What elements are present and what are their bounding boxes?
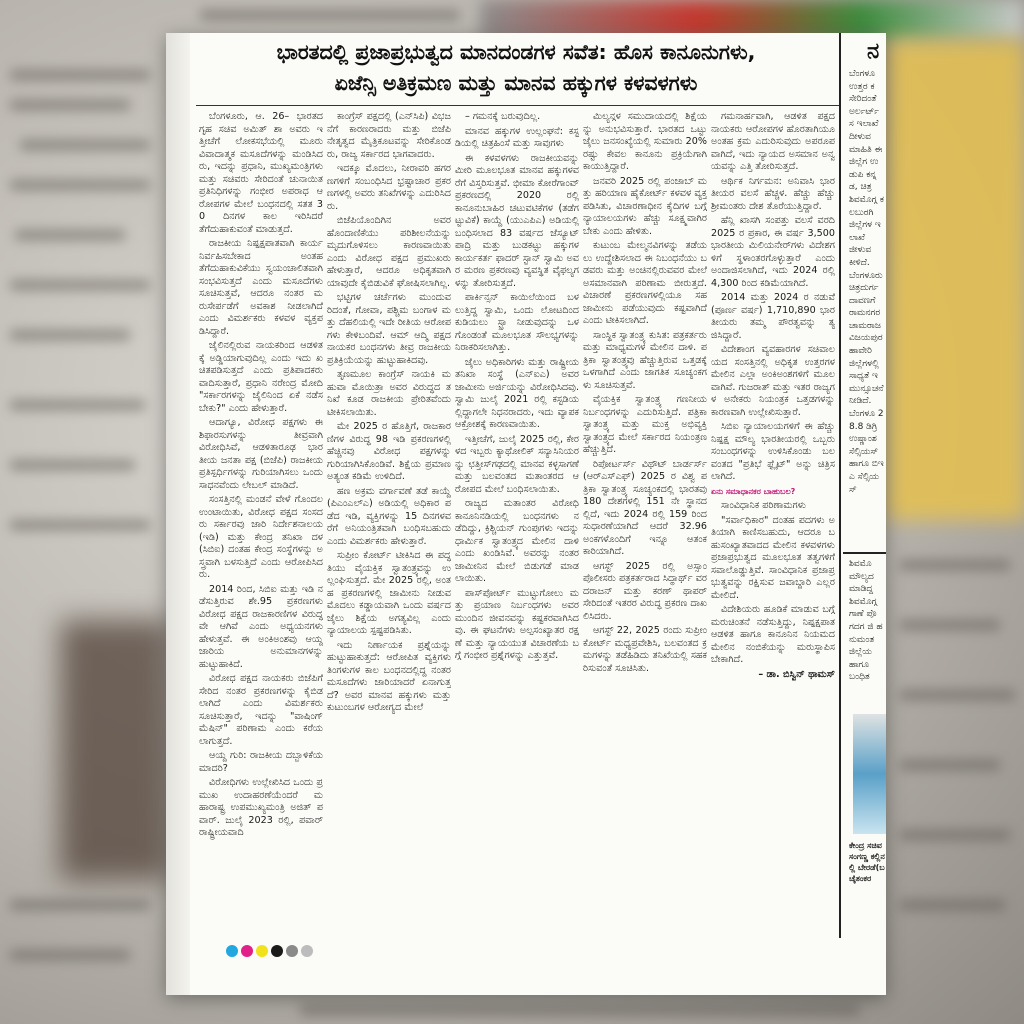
article-column-3 <box>455 111 579 943</box>
paragraph: ಆಗಸ್ಟ್ 22, 2025 ರಂದು ಸುಪ್ರೀಂ ಕೋರ್ಟ್ ಮಧ್ಯಪ್ರವೇಶಿಸಿ, ಬಲವಂತದ ಕ್ರಮಗಳನ್ನು ತಡೆಹಿಡಿದು ತನಿಖೆಯಲ್ಲಿ ಸಹಕರಿಸುವಂತೆ ಸೂಚಿಸಿತು. <box>583 625 707 674</box>
paragraph: ವಿರೋಧಿಗಳು ಉಲ್ಲೇಖಿಸಿದ ಒಂದು ಪ್ರಮುಖ ಉದಾಹರಣೆಯೆಂದರೆ ಮಹಾರಾಷ್ಟ್ರ ಉಪಮುಖ್ಯಮಂತ್ರಿ ಅಜಿತ್ ಪವಾರ್. ಜುಲೈ 2023 ರಲ್ಲಿ, ಪವಾರ್ ರಾಷ್ಟ್ರೀಯವಾದಿ <box>199 777 323 838</box>
article-column-1 <box>199 111 323 943</box>
paragraph: ಆಯ್ದ ಗುರಿ: ರಾಜಕೀಯ ದಬ್ಬಾಳಿಕೆಯ ಮಾದರಿ? <box>199 750 323 774</box>
paragraph: ರಿಪೋರ್ಟರ್ಸ್ ವಿಥೌಟ್ ಬಾರ್ಡರ್ಸ್ (ಆರ್‌ಎಸ್‌ಎಫ್) 2025 ರ ವಿಶ್ವ ಪತ್ರಿಕಾ ಸ್ವಾತಂತ್ರ್ಯ ಸೂಚ್ಯಂಕದಲ್ಲಿ ಭಾರತವು 180 ದೇಶಗಳಲ್ಲಿ 151 ನೇ ಸ್ಥಾನದಲ್ಲಿದೆ, ಇದು 2024 ರಲ್ಲಿ 159 ರಿಂದ ಸುಧಾರಣೆಯಾಗಿದೆ ಆದರೆ 32.96 ಅಂಕಗಳೊಂದಿಗೆ ಇನ್ನೂ ಆತಂಕಕಾರಿಯಾಗಿದೆ. <box>583 458 707 557</box>
paragraph: ಬೆಂಗಳೂರು, ಆ. 26– ಭಾರತದ ಗೃಹ ಸಚಿವ ಅಮಿತ್ ಶಾ ಅವರು ಇತ್ತೀಚೆಗೆ ಲೋಕಸಭೆಯಲ್ಲಿ ಮೂರು ವಿವಾದಾತ್ಮಕ ಮಸೂದೆಗಳನ್ನು ಮಂಡಿಸಿದರು, ಇದನ್ನು ಪ್ರಧಾನಿ, ಮುಖ್ಯಮಂತ್ರಿಗಳು ಮತ್ತು ಸಚಿವರು ಸೇರಿದಂತೆ ಚುನಾಯಿತ ಪ್ರತಿನಿಧಿಗಳನ್ನು ಗಂಭೀರ ಅಪರಾಧ ಆರೋಪಗಳ ಮೇಲೆ ಬಂಧನದಲ್ಲಿ ಸತತ 30 ದಿನಗಳ ಕಾಲ ಇರಿಸಿದರೆ ತೆಗೆದುಹಾಕುವಂತೆ ಮಾಡುತ್ತದೆ. <box>199 111 323 235</box>
adjacent-article-text: ಬೆಂಗಳೂ ಉತ್ತರ ಕ ಸೇರಿದಂತೆ ಅರ್ಲರ್ಟ್ ಸ ಇಲಾಖೆ ದೀಳುವ ಮಾಹಿತಿ ಈ ಜಿಲ್ಲೆಗ ಉಡುಪಿ ಕನ್ನಡ, ಚಿತ್ರ ಶಿವಮೊಗ್ಗ ಕಲಬುರಗಿ ಜಿಲ್ಲೆಗಳ ಇಲಾಖೆ ಜೀಳುವ ಕೀಳಿದೆ. ಬೆಂಗಳೂರು ಚಿತ್ರದುರ್ಗ ದಾವಣಗೆ ರಾಮನಗರ ಚಾಮರಾಜ ವಿಜಯಪುರ ಹಾವೇರಿ ಜಿಲ್ಲೆಗಳಲ್ಲಿ ಸಾಧ್ಯತೆ ಇ ಮುನ್ಸೂಚನೆ ನೀಡಿದೆ. ಬೆಂಗಳೂ 28.8 ಡಿಗ್ರಿ ಉಷ್ಣಾಂಶ ಸೆಲ್ಸಿಯಸ್ ಹಾಗೂ ಬಿಇಎ ಸೆಲ್ಸಿಯಸ್ <box>849 69 884 495</box>
paragraph: ಮೇ 2025 ರ ಹೊತ್ತಿಗೆ, ರಾಜಕಾರಣಿಗಳ ವಿರುದ್ಧ 98 ಇಡಿ ಪ್ರಕರಣಗಳಲ್ಲಿ ಹೆಚ್ಚಿನವು ವಿರೋಧ ಪಕ್ಷಗಳನ್ನು ಗುರಿಯಾಗಿಸಿಕೊಂಡಿವೆ. ಶಿಕ್ಷೆಯ ಪ್ರಮಾಣ ಅತ್ಯಂತ ಕಡಿಮೆ ಉಳಿದಿದೆ. <box>327 421 451 482</box>
paragraph: ಆರ್ಥಿಕ ನಿರ್ಗಮನ: ಅನಿವಾಸಿ ಭಾರತೀಯರ ವಲಸೆ ಹೆಚ್ಚಳ. ಹೆಚ್ಚು ಹೆಚ್ಚು ಶ್ರೀಮಂತರು ದೇಶ ತೊರೆಯುತ್ತಿದ್ದಾರೆ. <box>711 175 835 212</box>
paragraph: ರಾಜ್ಯದ ಮತಾಂತರ ವಿರೋಧಿ ಕಾನೂನಿನಡಿಯಲ್ಲಿ ಬಂಧನಗಳು ನಡೆದಿದ್ದು, ಕ್ರಿಶ್ಚಿಯನ್ ಗುಂಪುಗಳು ಇದನ್ನು ಧಾರ್ಮಿಕ ಸ್ವಾತಂತ್ರ್ಯದ ಮೇಲಿನ ದಾಳಿ ಎಂದು ಖಂಡಿಸಿವೆ. ಅವರನ್ನು ನಂತರ ಜಾಮೀನಿನ ಮೇಲೆ ಬಿಡುಗಡೆ ಮಾಡಲಾಯಿತು. <box>455 498 579 584</box>
adjacent-article-text-2: ಶಿವಮೊ ಮೌಲ್ಯದ ಮಾಡಿದ್ದ ಶಿವಮೊಗ್ಗ ಗಾಣೆ ಪೊ ಗದಗ ಜಿ ಹನುಮಂತ ಜಿಲ್ಲೆಯ ಹಾಗೂ ಬಂಧಿತ <box>849 559 883 683</box>
paragraph: ಹೆನ್ಲಿ ಖಾಸಗಿ ಸಂಪತ್ತು ವಲಸೆ ವರದಿ 2025 ರ ಪ್ರಕಾರ, ಈ ವರ್ಷ 3,500 ಭಾರತೀಯ ಮಿಲಿಯನೇರ್‌ಗಳು ವಿದೇಶಗಳಿಗೆ ಸ್ಥಳಾಂತರಗೊಳ್ಳುತ್ತಾರೆ ಎಂದು ಅಂದಾಜಿಸಲಾಗಿದೆ, ಇದು 2024 ರಲ್ಲಿ 4,300 ರಿಂದ ಕಡಿಮೆಯಾಗಿದೆ. <box>711 215 835 289</box>
paragraph: ಜನವರಿ 2025 ರಲ್ಲಿ ಪಂಜಾಬ್ ಮತ್ತು ಹರಿಯಾಣ ಹೈಕೋರ್ಟ್ ಕಳವಳ ವ್ಯಕ್ತಪಡಿಸಿತು, ವಿಚಾರಣಾಧೀನ ಕೈದಿಗಳ ಬಗ್ಗೆ ನ್ಯಾಯಾಲಯಗಳು ಹೆಚ್ಚು ಸೂಕ್ಷ್ಮವಾಗಿರಬೇಕು ಎಂದು ಹೇಳಿತು. <box>583 175 707 237</box>
headline-rule <box>196 105 839 106</box>
paragraph: ಗಮನಾರ್ಹವಾಗಿ, ಆಡಳಿತ ಪಕ್ಷದ ನಾಯಕರು ಆರೋಪಗಳ ಹೊರತಾಗಿಯೂ ಅಂತಹ ಕ್ರಮ ಎದುರಿಸುವುದು ಅಪರೂಪವಾಗಿದೆ, ಇದು ನ್ಯಾಯದ ಅಸಮಾನ ಅನ್ವಯವನ್ನು ಎತ್ತಿ ತೋರಿಸುತ್ತದೆ. <box>711 111 835 172</box>
paragraph: 2014 ರಿಂದ, ಸಿಬಿಐ ಮತ್ತು ಇಡಿ ನಡೆಸುತ್ತಿರುವ ಶೇ.95 ಪ್ರಕರಣಗಳು ವಿರೋಧ ಪಕ್ಷದ ರಾಜಕಾರಣಿಗಳ ವಿರುದ್ಧವೇ ಆಗಿವೆ ಎಂದು ಅಧ್ಯಯನಗಳು ಹೇಳುತ್ತವೆ. ಈ ಅಂಕಿಅಂಶವು ಆಯ್ದ ಜಾರಿಯ ಅನುಮಾನಗಳನ್ನು ಹುಟ್ಟುಹಾಕಿದೆ. <box>199 583 323 670</box>
paragraph: ಪಾಸ್‌ಪೋರ್ಟ್ ಮುಟ್ಟುಗೋಲು ಮತ್ತು ಪ್ರಯಾಣ ನಿರ್ಬಂಧಗಳು ಅವರ ಮುಂದಿನ ಜೀವನವನ್ನು ಕಷ್ಟಕರವಾಗಿಸಿದವು. ಈ ಘಟನೆಗಳು ಅಲ್ಪಸಂಖ್ಯಾತರ ರಕ್ಷಣೆ ಮತ್ತು ನ್ಯಾಯಯುತ ವಿಚಾರಣೆಯ ಬಗ್ಗೆ ಗಂಭೀರ ಪ್ರಶ್ನೆಗಳನ್ನು ಎತ್ತುತ್ತವೆ. <box>455 587 579 661</box>
adjacent-headline-fragment: ನ <box>867 39 880 64</box>
paragraph: ಕಾಂಗ್ರೆಸ್ ಪಕ್ಷದಲ್ಲಿ (ಎನ್‌ಸಿಪಿ) ವಿಭಜನೆಗೆ ಕಾರಣರಾದರು ಮತ್ತು ಬಿಜೆಪಿ ನೇತೃತ್ವದ ಮೈತ್ರಿಕೂಟವನ್ನು ಸೇರಿಕೊಂಡರು, ರಾಜ್ಯ ಸರ್ಕಾರದ ಭಾಗವಾದರು. <box>327 111 451 160</box>
paragraph: ಇದು ನಿರ್ಣಾಯಕ ಪ್ರಶ್ನೆಯನ್ನು ಹುಟ್ಟುಹಾಕುತ್ತದೆ: ಆರೋಪಿತ ವ್ಯಕ್ತಿಗಳು ತಿಂಗಳುಗಳ ಕಾಲ ಬಂಧನದಲ್ಲಿದ್ದ ನಂತರ ಮಸೂದೆಗಳು ಜಾರಿಯಾದರೆ ಏನಾಗುತ್ತದೆ? ಅವರ ಮಾನವ ಹಕ್ಕುಗಳು ಮತ್ತು ಕುಟುಂಬಗಳ ಆರೋಗ್ಯದ ಮೇಲೆ <box>327 639 451 713</box>
paragraph: ಸುಪ್ರೀಂ ಕೋರ್ಟ್ ಟೀಕಿಸಿದ ಈ ಪದ್ಧತಿಯು ವೈಯಕ್ತಿಕ ಸ್ವಾತಂತ್ರ್ಯವನ್ನು ಉಲ್ಲಂಘಿಸುತ್ತದೆ. ಮೇ 2025 ರಲ್ಲಿ, ಅಂತಹ ಪ್ರಕರಣಗಳಲ್ಲಿ ಜಾಮೀನು ನೀಡುವ ಮೊದಲು ಕಡ್ಡಾಯವಾಗಿ ಒಂದು ವರ್ಷದ ಜೈಲು ಶಿಕ್ಷೆಯ ಅಗತ್ಯವಿಲ್ಲ ಎಂದು ನ್ಯಾಯಾಲಯ ಸ್ಪಷ್ಟಪಡಿಸಿತು. <box>327 550 451 636</box>
paragraph: ಆಗಸ್ಟ್ 2025 ರಲ್ಲಿ ಅಸ್ಸಾಂ ಪೊಲೀಸರು ಪತ್ರಕರ್ತರಾದ ಸಿದ್ಧಾರ್ಥ್ ವರದರಾಜನ್ ಮತ್ತು ಕರಣ್ ಥಾಪರ್ ಸೇರಿದಂತೆ ಇತರರ ವಿರುದ್ಧ ಪ್ರಕರಣ ದಾಖಲಿಸಿದರು. <box>583 560 707 622</box>
grey-dot <box>286 945 298 957</box>
headline-line-2: ಏಜೆನ್ಸಿ ಅತಿಕ್ರಮಣ ಮತ್ತು ಮಾನವ ಹಕ್ಕುಗಳ ಕಳವಳಗಳು <box>334 71 698 95</box>
article-body <box>199 111 835 943</box>
paragraph: ಸಾಂಸ್ಥಿಕ ಸ್ವಾತಂತ್ರ್ಯ ಕುಸಿತ: ಪತ್ರಕರ್ತರು ಮತ್ತು ಮಾಧ್ಯಮಗಳ ಮೇಲಿನ ದಾಳಿ. ಪತ್ರಿಕಾ ಸ್ವಾತಂತ್ರ್ಯವು ಹೆಚ್ಚುತ್ತಿರುವ ಒತ್ತಡಕ್ಕೆ ಒಳಗಾಗಿದೆ ಎಂದು ಜಾಗತಿಕ ಸೂಚ್ಯಂಕಗಳು ಸೂಚಿಸುತ್ತವೆ. <box>583 329 707 391</box>
article-headline <box>196 37 836 99</box>
paragraph: ಸಂಸತ್ತಿನಲ್ಲಿ ಮಂಡನೆ ವೇಳೆ ಗೊಂದಲ ಉಂಟಾಯಿತು, ವಿರೋಧ ಪಕ್ಷದ ಸಂಸದರು ಸರ್ಕಾರವು ಜಾರಿ ನಿರ್ದೇಶನಾಲಯ (ಇಡಿ) ಮತ್ತು ಕೇಂದ್ರ ತನಿಖಾ ದಳ (ಸಿಬಿಐ) ದಂತಹ ಕೇಂದ್ರ ಸಂಸ್ಥೆಗಳನ್ನು ಅಸ್ತ್ರವಾಗಿ ಬಳಸುತ್ತಿದೆ ಎಂದು ಆರೋಪಿಸಿದರು. <box>199 494 323 580</box>
paragraph: – ಗಮನಕ್ಕೆ ಬರುವುದಿಲ್ಲ. <box>465 111 541 122</box>
paragraph: ಸಿಬಿಐ ನ್ಯಾಯಾಲಯಗಳಿಗೆ ಈ ಹೆಚ್ಚು ನಿಷ್ಪಕ್ಷ ಮೌಲ್ಯ ಭಾರತೀಯರಲ್ಲಿ ಒಬ್ಬರು ಸಂಬಂಧಗಳನ್ನು ಉಳಿಸಿಕೊಂಡು ಬಲವಂತದ "ಪ್ರತಿಭೆ ಫ್ಲೈಟ್" ಅನ್ನು ಚಿತ್ರಿಸಲಾಗಿದೆ. <box>711 421 835 482</box>
paragraph: ಪಾರ್ಕಿನ್ಸನ್ ಕಾಯಿಲೆಯಿಂದ ಬಳಲುತ್ತಿದ್ದ ಸ್ವಾಮಿ, ಒಂದು ಲೋಟದಿಂದ ಕುಡಿಯಲು ಸ್ಟ್ರಾ ನೀಡುವುದನ್ನು ಒಳಗೊಂಡಂತೆ ಮೂಲಭೂತ ಸೌಲಭ್ಯಗಳನ್ನು ನಿರಾಕರಿಸಲಾಗಿತ್ತು. <box>455 292 579 353</box>
paragraph: ಕುಟುಂಬ ಮೇಲ್ಮನವಿಗಳನ್ನು ತಡೆಯಲು ಉದ್ದೇಶಿಸಲಾದ ಈ ನಿಬಂಧನೆಯು ಬಡವರು ಮತ್ತು ಅಂಚಿನಲ್ಲಿರುವವರ ಮೇಲೆ ಅಸಮಾನವಾಗಿ ಪರಿಣಾಮ ಬೀರುತ್ತದೆ. ವಿಚಾರಣೆ ಪ್ರಕರಣಗಳಲ್ಲಿಯೂ ಸಹ ಜಾಮೀನು ಪಡೆಯುವುದು ಕಷ್ಟವಾಗಿದೆ ಎಂದು ಟೀಕಿಸಲಾಗಿದೆ. <box>583 240 707 326</box>
column-divider-rule <box>839 33 841 938</box>
article-byline: – ಡಾ. ಬಿಸ್ವಿನ್ ಥಾಮಸ್ <box>758 668 835 680</box>
paragraph: ಇದಕ್ಕೂ ಮೊದಲು, ನೀರಾವರಿ ಹಗರಣಗಳಿಗೆ ಸಂಬಂಧಿಸಿದ ಭ್ರಷ್ಟಾಚಾರ ಪ್ರಕರಣಗಳಲ್ಲಿ ಅವರು ತನಿಖೆಗಳನ್ನು ಎದುರಿಸಿದರು. <box>327 163 451 212</box>
paragraph: "ಸರ್ವಾಧಿಕಾರ" ದಂತಹ ಪದಗಳು ಅತಿಯಾಗಿ ಕಾಣಿಸಬಹುದು, ಆದರೂ ಬಹುಸಂಖ್ಯಾತವಾದದ ಮೇಲಿನ ಕಳವಳಗಳು ಪ್ರಜಾಪ್ರಭುತ್ವದ ಮೂಲಭೂತ ತತ್ವಗಳಿಗೆ ಸವಾಲೊಡ್ಡುತ್ತಿವೆ. ಸಾಂವಿಧಾನಿಕ ಪ್ರಜಾಪ್ರಭುತ್ವವನ್ನು ರಕ್ಷಿಸುವ ಜವಾಬ್ದಾರಿ ಎಲ್ಲರ ಮೇಲಿದೆ. <box>711 514 835 601</box>
light-grey-dot <box>301 945 313 957</box>
yellow-dot <box>256 945 268 957</box>
magenta-dot <box>241 945 253 957</box>
paragraph: ವಿದೇಶಾಂಗ ವ್ಯವಹಾರಗಳ ಸಚಿವಾಲಯದ ಸಂಸತ್ತಿನಲ್ಲಿ ಅಧಿಕೃತ ಉತ್ತರಗಳ ಮೇಲಿನ ಎಲ್ಲಾ ಅಂಕಿಅಂಶಗಳಿಗೆ ಮೂಲವಾಗಿವೆ. ಗುಜರಾತ್ ಮತ್ತು ಇತರ ರಾಜ್ಯಗಳ ಅನೇಕರು ನಿಯಂತ್ರಕ ಒತ್ತಡಗಳನ್ನು ಕಾರಣವಾಗಿ ಉಲ್ಲೇಖಿಸುತ್ತಾರೆ. <box>711 344 835 418</box>
black-dot <box>271 945 283 957</box>
paragraph: ಸಾಂವಿಧಾನಿಕ ಪರಿಣಾಮಗಳು <box>721 500 806 511</box>
paragraph: ಆದಾಗ್ಯೂ, ವಿರೋಧ ಪಕ್ಷಗಳು ಈ ಶಿಫಾರಸುಗಳನ್ನು ತೀವ್ರವಾಗಿ ವಿರೋಧಿಸಿವೆ, ಆಡಳಿತಾರೂಢ ಭಾರತೀಯ ಜನತಾ ಪಕ್ಷ (ಬಿಜೆಪಿ) ರಾಜಕೀಯ ಪ್ರತಿಸ್ಪರ್ಧಿಗಳನ್ನು ಗುರಿಯಾಗಿಸಲು ಒಂದು ಸಾಧನವೆಂದು ಲೇಬಲ್ ಮಾಡಿದೆ. <box>199 417 323 491</box>
paragraph: ಭಟ್ಟಿಗಳ ಚರ್ಚೆಗಳು ಮುಂದುವರಿದಂತೆ, ಗೋವಾ, ಪಶ್ಚಿಮ ಬಂಗಾಳ ಮತ್ತು ದೆಹಲಿಯಲ್ಲಿ ಇದೇ ರೀತಿಯ ಆರೋಪಗಳು ಕೇಳಿಬಂದಿವೆ. ಆಮ್ ಆದ್ಮಿ ಪಕ್ಷದ ನಾಯಕರ ಬಂಧನಗಳು ತೀವ್ರ ರಾಜಕೀಯ ಪ್ರತಿಕ್ರಿಯೆಯನ್ನು ಹುಟ್ಟುಹಾಕಿದವು. <box>327 292 451 366</box>
paragraph: 2014 ಮತ್ತು 2024 ರ ನಡುವೆ (ಪೂರ್ಣ ವರ್ಷ) 1,710,890 ಭಾರತೀಯರು ತಮ್ಮ ಪೌರತ್ವವನ್ನು ತ್ಯಜಿಸಿದ್ದಾರೆ. <box>711 292 835 341</box>
paragraph: ಜೈಲಿನಲ್ಲಿರುವ ನಾಯಕರಿಂದ ಆಡಳಿತಕ್ಕೆ ಅಡ್ಡಿಯಾಗುವುದಿಲ್ಲ ಎಂದು ಇದು ಖಚಿತಪಡಿಸುತ್ತದೆ ಎಂದು ಪ್ರತಿಪಾದಕರು ವಾದಿಸುತ್ತಾರೆ, ಪ್ರಧಾನಿ ನರೇಂದ್ರ ಮೋದಿ "ಸರ್ಕಾರಗಳನ್ನು ಜೈಲಿನಿಂದ ಏಕೆ ನಡೆಸಬೇಕು?" ಎಂದು ಹೇಳುತ್ತಾರೆ. <box>199 340 323 414</box>
paragraph: ವಿದೇಶಿಯರು ಹೂಡಿಕೆ ಮಾಡುವ ಬಗ್ಗೆ ಮರುಚಿಂತನೆ ನಡೆಸುತ್ತಿದ್ದು, ನಿಷ್ಪಕ್ಷಪಾತ ಆಡಳಿತ ಹಾಗೂ ಕಾನೂನಿನ ನಿಯಮದ ಮೇಲಿನ ನಂಬಿಕೆಯನ್ನು ಮರುಸ್ಥಾಪಿಸಬೇಕಾಗಿದೆ. <box>711 604 835 665</box>
article-column-4 <box>583 111 707 943</box>
paragraph: ಈ ಕಳವಳಗಳು ರಾಜಕೀಯವನ್ನು ಮೀರಿ ಮೂಲಭೂತ ಮಾನವ ಹಕ್ಕುಗಳವರೆಗೆ ವಿಸ್ತರಿಸುತ್ತವೆ. ಭೀಮಾ ಕೋರೆಗಾಂವ್ ಪ್ರಕರಣದಲ್ಲಿ 2020 ರಲ್ಲಿ ಕಾನೂನುಬಾಹಿರ ಚಟುವಟಿಕೆಗಳ (ತಡೆಗಟ್ಟುವಿಕೆ) ಕಾಯ್ದೆ (ಯುಎಪಿಎ) ಅಡಿಯಲ್ಲಿ ಬಂಧಿಸಲಾದ 83 ವರ್ಷದ ಜೆಸ್ಯೂಟ್ ಪಾದ್ರಿ ಮತ್ತು ಬುಡಕಟ್ಟು ಹಕ್ಕುಗಳ ಕಾರ್ಯಕರ್ತ ಫಾದರ್ ಸ್ಟಾನ್ ಸ್ವಾಮಿ ಅವರ ಮರಣ ಪ್ರಕರಣವು ವ್ಯವಸ್ಥಿತ ವೈಫಲ್ಯಗಳನ್ನು ತೋರಿಸುತ್ತದೆ. <box>455 152 579 289</box>
section-subheading: ಏನು ಸಮಾಧಾನಕರ ಬಾಹುಬಲ? <box>711 486 796 496</box>
cmyk-registration-marks <box>226 945 313 957</box>
paragraph: ವಿರೋಧ ಪಕ್ಷದ ನಾಯಕರು ಬಿಜೆಪಿಗೆ ಸೇರಿದ ನಂತರ ಪ್ರಕರಣಗಳನ್ನು ಕೈಬಿಡಲಾಗಿದೆ ಎಂದು ವಿಮರ್ಶಕರು ಸೂಚಿಸುತ್ತಾರೆ, ಇದನ್ನು "ವಾಷಿಂಗ್ ಮೆಷಿನ್" ಪರಿಣಾಮ ಎಂದು ಕರೆಯಲಾಗುತ್ತದೆ. <box>199 673 323 747</box>
page-left-margin <box>166 33 190 995</box>
paragraph: ಮಿಲ್ಯನ್ಗಳ ಸಮುದಾಯದಲ್ಲಿ ಶಿಕ್ಷೆಯನ್ನು ಅನುಭವಿಸುತ್ತಾರೆ. ಭಾರತದ ಒಟ್ಟು ಜೈಲು ಜನಸಂಖ್ಯೆಯಲ್ಲಿ ಸುಮಾರು 20% ರಷ್ಟು ಕೇವಲ ಕಾನೂನು ಪ್ರಕ್ರಿಯೆಗಾಗಿ ಕಾಯುತ್ತಿದ್ದಾರೆ. <box>583 111 707 172</box>
paragraph: ಇತ್ತೀಚೆಗೆ, ಜುಲೈ 2025 ರಲ್ಲಿ, ಕೇರಳದ ಇಬ್ಬರು ಕ್ಯಾಥೋಲಿಕ್ ಸನ್ಯಾಸಿನಿಯರನ್ನು ಛತ್ತೀಸ್‌ಗಢದಲ್ಲಿ ಮಾನವ ಕಳ್ಳಸಾಗಣೆ ಮತ್ತು ಬಲವಂತದ ಮತಾಂತರದ ಆರೋಪದ ಮೇಲೆ ಬಂಧಿಸಲಾಯಿತು. <box>455 433 579 495</box>
paragraph: ಬಿಜೆಪಿಯೊಂದಿಗಿನ ಅವರ ಹೊಂದಾಣಿಕೆಯು ಪರಿಶೀಲನೆಯನ್ನು ಮೃದುಗೊಳಿಸಲು ಕಾರಣವಾಯಿತು ಎಂದು ವಿರೋಧ ಪಕ್ಷದ ಪ್ರಮುಖರು ಹೇಳುತ್ತಾರೆ, ಆದರೂ ಅಧಿಕೃತವಾಗಿ ಯಾವುದೇ ಕೈಬಿಡುವಿಕೆ ಘೋಷಿಸಲಾಗಿಲ್ಲ. <box>327 215 451 289</box>
adjacent-photo <box>853 714 886 834</box>
article-column-5 <box>711 111 835 943</box>
paragraph: ವೈಯಕ್ತಿಕ ಸ್ವಾತಂತ್ರ್ಯ ಗಣನೀಯ ನಿರ್ಬಂಧಗಳನ್ನು ಎದುರಿಸುತ್ತಿದೆ. ಪತ್ರಿಕಾ ಸ್ವಾತಂತ್ರ್ಯ ಮತ್ತು ಮುಕ್ತ ಅಭಿವ್ಯಕ್ತಿ ಸ್ವಾತಂತ್ರ್ಯದ ಮೇಲೆ ಸರ್ಕಾರದ ನಿಯಂತ್ರಣ ಹೆಚ್ಚುತ್ತಿದೆ. <box>583 394 707 455</box>
adjacent-article-strip <box>843 33 886 995</box>
cyan-dot <box>226 945 238 957</box>
paragraph: ತೃಣಮೂಲ ಕಾಂಗ್ರೆಸ್ ನಾಯಕಿ ಮಹುವಾ ಮೊಯಿತ್ರಾ ಅವರ ವಿರುದ್ಧದ ತನಿಖೆ ಕೂಡ ರಾಜಕೀಯ ಪ್ರೇರಿತವೆಂದು ಟೀಕಿಸಲಾಯಿತು. <box>327 369 451 418</box>
paragraph: ಜೈಲು ಅಧಿಕಾರಿಗಳು ಮತ್ತು ರಾಷ್ಟ್ರೀಯ ತನಿಖಾ ಸಂಸ್ಥೆ (ಎನ್‌ಐಎ) ಅವರ ಜಾಮೀನು ಅರ್ಜಿಯನ್ನು ವಿರೋಧಿಸಿದವು. ಸ್ವಾಮಿ ಜುಲೈ 2021 ರಲ್ಲಿ ಕಸ್ಟಡಿಯಲ್ಲಿದ್ದಾಗಲೇ ನಿಧನರಾದರು, ಇದು ವ್ಯಾಪಕ ಆಕ್ರೋಶಕ್ಕೆ ಕಾರಣವಾಯಿತು. <box>455 356 579 430</box>
newspaper-page <box>166 33 886 995</box>
paragraph: ಹಣ ಅಕ್ರಮ ವರ್ಗಾವಣೆ ತಡೆ ಕಾಯ್ದೆ (ಪಿಎಂಎಲ್‌ಎ) ಅಡಿಯಲ್ಲಿ ಅಧಿಕಾರ ಪಡೆದ ಇಡಿ, ವ್ಯಕ್ತಿಗಳನ್ನು 15 ದಿನಗಳವರೆಗೆ ಅನಿಯಂತ್ರಿತವಾಗಿ ಬಂಧಿಸಬಹುದು ಎಂದು ವಿಮರ್ಶಕರು ಹೇಳುತ್ತಾರೆ. <box>327 485 451 547</box>
adjacent-photo-caption: ಕೇಂದ್ರ ಸಚಿವ ಸಂಗಣ್ಣ ಕಲ್ಲಿನಲ್ಲಿ ಬೇರಡೆ(ಬ ಚೈತಂಕರ <box>849 841 885 883</box>
headline-line-1: ಭಾರತದಲ್ಲಿ ಪ್ರಜಾಪ್ರಭುತ್ವದ ಮಾನದಂಡಗಳ ಸವೆತ: ಹೊಸ ಕಾನೂನುಗಳು, <box>276 40 756 64</box>
paragraph: ಮಾನವ ಹಕ್ಕುಗಳ ಉಲ್ಲಂಘನೆ: ಕಸ್ಟಡಿಯಲ್ಲಿ ಚಿತ್ರಹಿಂಸೆ ಮತ್ತು ಸಾವುಗಳು <box>455 125 579 149</box>
article-column-2 <box>327 111 451 943</box>
paragraph: ರಾಜಕೀಯ ನಿಷ್ಪಕ್ಷಪಾತವಾಗಿ ಕಾರ್ಯನಿರ್ವಹಿಸಬೇಕಾದ ಅಂತಹ ತೆಗೆದುಹಾಕುವಿಕೆಯು ಸ್ವಯಂಚಾಲಿತವಾಗಿ ಸಂಭವಿಸುತ್ತದೆ ಎಂದು ಮಸೂದೆಗಳು ಸೂಚಿಸುತ್ತವೆ, ಆದರೂ ನಂತರ ಮರುಸೇರ್ಪಡೆಗೆ ಅವಕಾಶ ನೀಡಲಾಗಿದೆ ಎಂದು ವಿಮರ್ಶಕರು ಕಳವಳ ವ್ಯಕ್ತಪಡಿಸಿದ್ದಾರೆ. <box>199 238 323 337</box>
